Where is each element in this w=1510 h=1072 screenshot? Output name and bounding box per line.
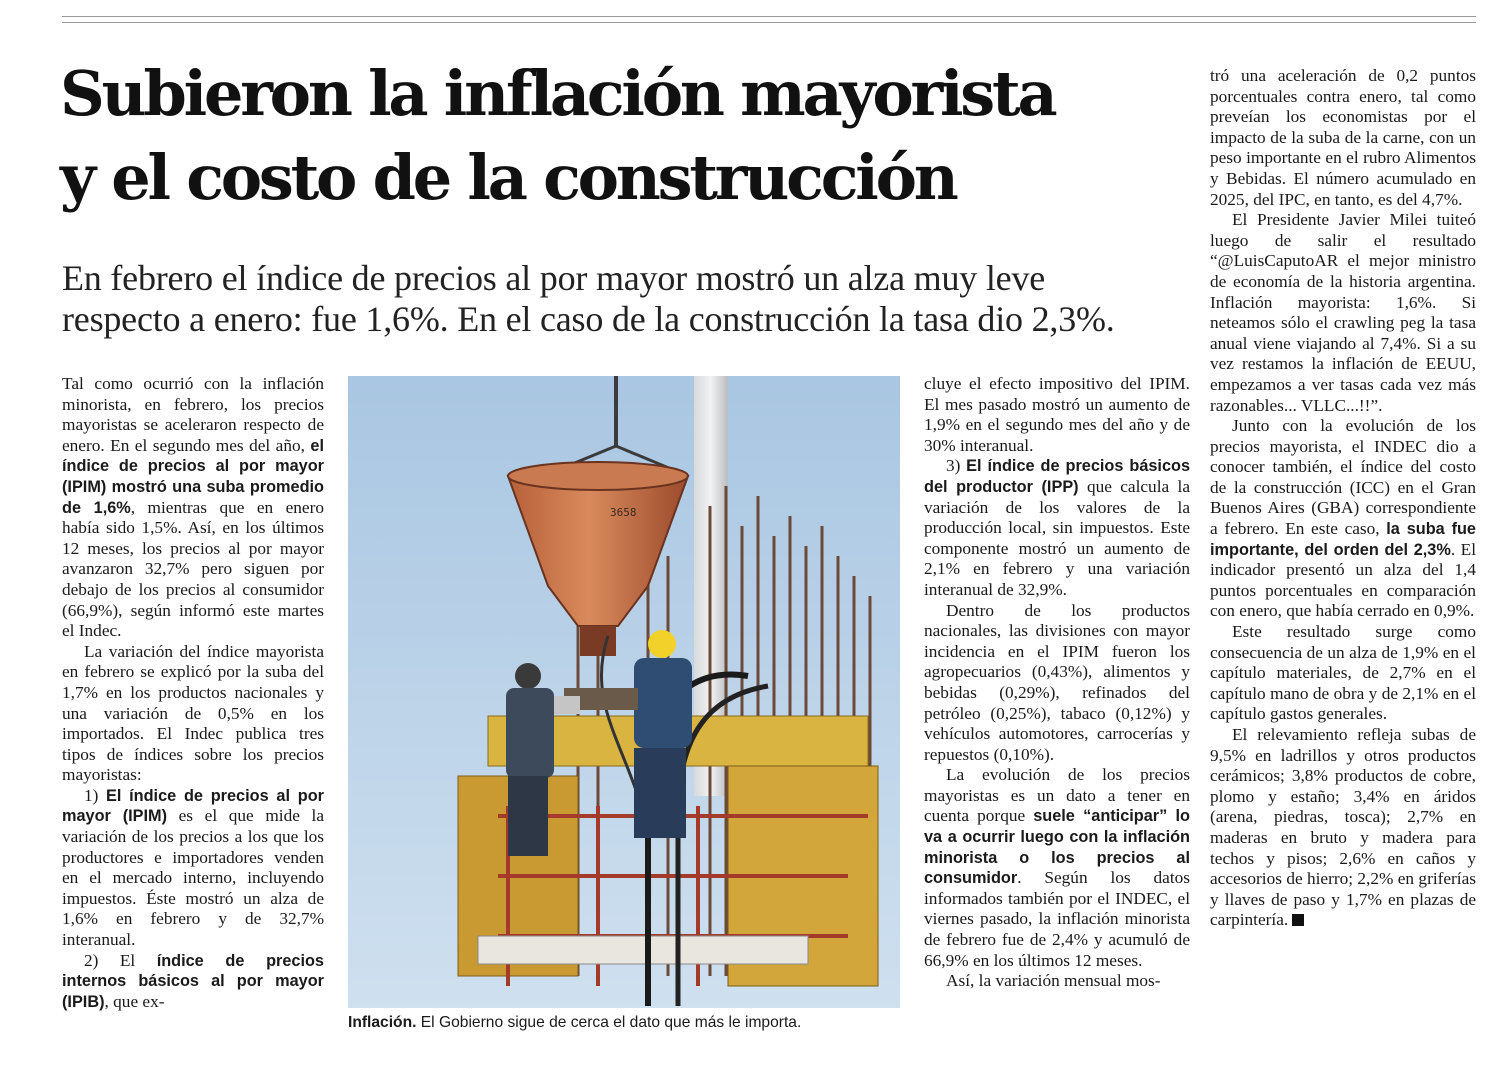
headline-line-2: y el costo de la construcción: [60, 141, 956, 214]
article-column-1: [62, 374, 324, 1012]
paragraph: Tal como ocurrió con la inflación minorista, en febrero, los precios mayoristas se aceleraron respecto de enero. En el segundo mes del año, el índice de precios al por mayor (IPIM) mostró una suba promedio de 1,6%, mientras que en enero había sido 1,5%. Así, en los últimos 12 meses, los precios al por mayor avanzaron 32,7% pero siguen por debajo de los precios al consumidor (66,9%), según informó este martes el Indec.: [62, 374, 324, 641]
paragraph: 3) El índice de precios básicos del productor (IPP) que calcula la variación de los valores de la producción local, sin impuestos. Este componente mostró un aumento de 2,1% en febrero y una variación interanual de 32,9%.: [924, 456, 1191, 599]
article-column-4: [1210, 66, 1476, 931]
paragraph: tró una aceleración de 0,2 puntos porcentuales contra enero, tal como preveían los economistas por el impacto de la suba de la carne, con un peso importante en el rubro Alimentos y Bebidas. El número acumulado en 2025, del IPC, en tanto, es del 4,7%.: [1210, 66, 1476, 209]
paragraph: 1) El índice de precios al por mayor (IPIM) es el que mide la variación de los precios a los que los productores e importadores venden en el mercado interno, incluyendo impuestos. Éste mostró un alza de 1,6% en febrero y de 32,7% interanual.: [62, 785, 324, 950]
headline-line-1: Subieron la inflación mayorista: [60, 57, 1055, 130]
highlight-text: suele “anticipar” lo va a ocurrir luego con la inflación minorista o los precios al consumidor: [924, 807, 1190, 888]
highlight-text: El índice de precios básicos del productor (IPP): [924, 457, 1191, 496]
subheadline-line-2: respecto a enero: fue 1,6%. En el caso de la construcción la tasa dio 2,3%.: [62, 299, 1115, 339]
highlight-text: el índice de precios al por mayor (IPIM) mostró una suba promedio de 1,6%: [62, 436, 324, 517]
paragraph: La variación del índice mayorista en febrero se explicó por la suba del 1,7% en los productos nacionales y una variación de 0,5% en los importados. El Indec publica tres tipos de índices sobre los precios mayoristas:: [62, 641, 324, 785]
paragraph: El Presidente Javier Milei tuiteó luego de salir el resultado “@LuisCaputoAR el mejor ministro de economía de la historia argentina. Inflación mayorista: 1,6%. Si neteamos sólo el crawling peg la tasa anual viene viajando al 7,4%. Si a su vez restamos la inflación de EEUU, empezamos a ver tasas cada vez más razonables... VLLC...!!”.: [1210, 210, 1476, 415]
paragraph: Dentro de los productos nacionales, las divisiones con mayor incidencia en el IPIM fueron los agropecuarios (0,43%), alimentos y bebidas (0,29%), refinados del petróleo (0,25%), tabaco (0,12%) y vehículos automotores, carrocerías y repuestos (0,10%).: [924, 600, 1190, 764]
top-rule-secondary: [62, 22, 1476, 23]
paragraph: El relevamiento refleja subas de 9,5% en ladrillos y otros productos cerámicos; 3,8% productos de cobre, plomo y estaño; 3,4% en áridos (arena, piedras, tosca); 2,7% en maderas en bruto y madera para techos y pisos; 2,6% en caños y accesorios de hierro; 2,2% en griferías y llaves de paso y 1,7% en plazas de carpintería.: [1210, 725, 1476, 930]
paragraph: Este resultado surge como consecuencia de un alza de 1,9% en el capítulo materiales, de 2,7% en el capítulo mano de obra y de 2,1% en el capítulo gastos generales.: [1210, 622, 1476, 724]
paragraph: cluye el efecto impositivo del IPIM. El mes pasado mostró un aumento de 1,9% en el segundo mes del año y de 30% interanual.: [924, 374, 1190, 455]
headline: [60, 52, 1200, 220]
paragraph: La evolución de los precios mayoristas es un dato a tener en cuenta porque suele “anticipar” lo va a ocurrir luego con la inflación minorista o los precios al consumidor. Según los datos informados también por el INDEC, el viernes pasado, la inflación minorista de febrero fue de 2,4% y acumuló de 66,9% en los últimos 12 meses.: [924, 765, 1190, 970]
top-rule: [62, 16, 1476, 17]
construction-workers-photo: [348, 376, 900, 1008]
paragraph: 2) El índice de precios internos básicos al por mayor (IPIB), que ex-: [62, 950, 324, 1011]
caption-text: El Gobierno sigue de cerca el dato que más le importa.: [416, 1014, 802, 1031]
highlight-text: El índice de precios al por mayor (IPIM): [62, 786, 324, 826]
paragraph: Junto con la evolución de los precios mayorista, el INDEC dio a conocer también, el índice del costo de la construcción (ICC) en el Gran Buenos Aires (GBA) correspondiente a febrero. En este caso, la suba fue importante, del orden del 2,3%. El indicador presentó un alza del 1,4 puntos porcentuales en comparación con enero, que había cerrado en 0,9%.: [1210, 416, 1476, 621]
photo-caption: [348, 1014, 908, 1032]
paragraph: Así, la variación mensual mos-: [946, 971, 1161, 991]
article-photo: [348, 376, 900, 1008]
highlight-text: la suba fue importante, del orden del 2,3%: [1210, 520, 1476, 559]
bucket-number: 3658: [610, 506, 637, 519]
end-of-article-mark: [1292, 914, 1304, 926]
subheadline: [62, 258, 1192, 340]
article-column-3: [924, 374, 1190, 992]
caption-label: Inflación.: [348, 1014, 417, 1031]
subheadline-line-1: En febrero el índice de precios al por mayor mostró un alza muy leve: [62, 258, 1046, 298]
highlight-text: índice de precios internos básicos al por mayor (IPIB): [62, 951, 324, 1011]
